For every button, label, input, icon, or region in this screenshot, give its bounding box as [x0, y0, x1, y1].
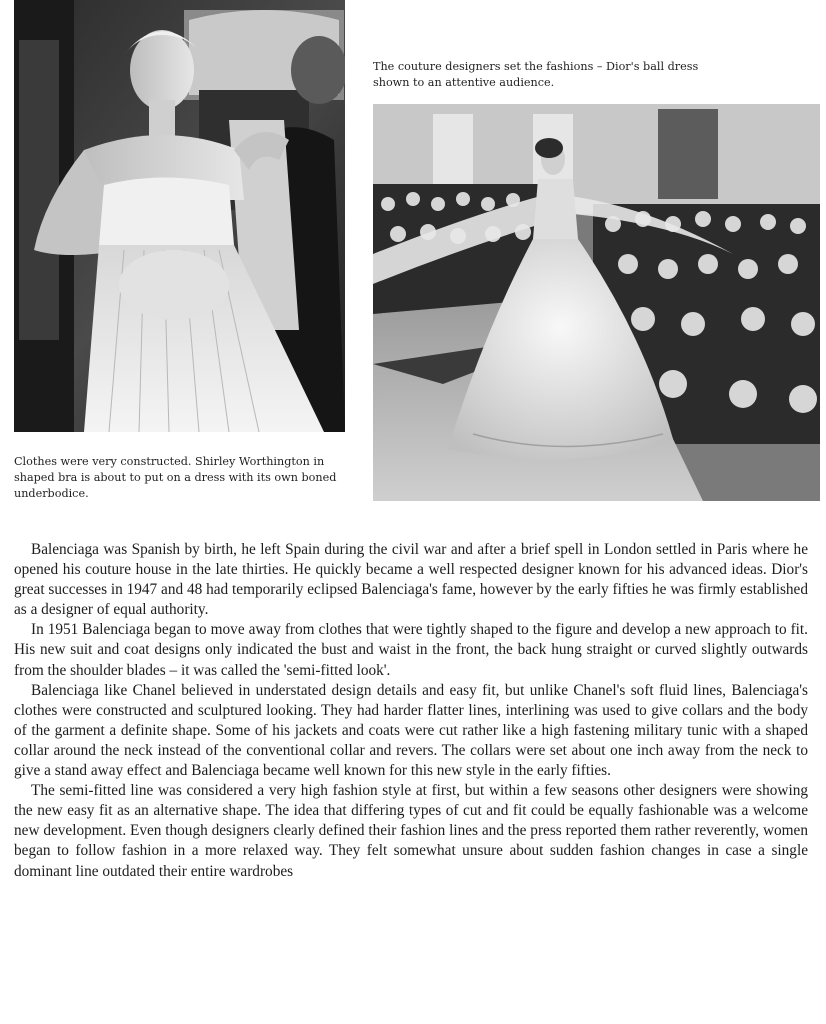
photo-fitting-room-image [14, 0, 345, 432]
body-paragraph: In 1951 Balenciaga began to move away from clothes that were tightly shaped to the figure and develop a new approach to fit. His new suit and coat designs only indicated the bust and waist in the front, the back hung straight or curved slightly outwards from the shoulder blades – it was called the 'semi-fitted look'. [14, 621, 808, 679]
body-paragraph: The semi-fitted line was considered a very high fashion style at first, but within a few seasons other designers were showing the new easy fit as an alternative shape. The idea that differing types of cut and fit could be equally fashionable was a welcome new development. Even though designers clearly defined their fashion lines and the press reported them rather reverently, women began to follow fashion in a more relaxed way. They felt somewhat unsure about sudden fashion changes in case a single dominant line outdated their entire wardrobes [14, 782, 808, 880]
photo-caption-left: Clothes were very constructed. Shirley Worthington in shaped bra is about to put on a dress with its own boned underbodice. [14, 455, 337, 500]
body-paragraph: Balenciaga was Spanish by birth, he left Spain during the civil war and after a brief spell in London settled in Paris where he opened his couture house in the late thirties. He quickly became a well respected designer known for his advanced ideas. Dior's great successes in 1947 and 48 had temporarily eclipsed Balenciaga's fame, however by the early fifties he was firmly established as a designer of equal authority. [14, 541, 808, 619]
photo-caption-right: The couture designers set the fashions – Dior's ball dress shown to an attentive audience. [373, 60, 699, 89]
photo-dior-show [373, 104, 820, 501]
article-body [14, 540, 808, 882]
photo-dior-show-image [373, 104, 820, 501]
photo-fitting-room [14, 0, 345, 432]
body-paragraph: Balenciaga like Chanel believed in understated design details and easy fit, but unlike Chanel's soft fluid lines, Balenciaga's clothes were constructed and sculptured looking. They had harder flatter lines, interlining was used to give collars and the body of the garment a definite shape. Some of his jackets and coats were cut rather like a high fastening military tunic with a shaped collar around the neck instead of the conventional collar and revers. The collars were set about one inch away from the neck to give a stand away effect and Balenciaga became well known for this new style in the early fifties. [14, 681, 808, 780]
